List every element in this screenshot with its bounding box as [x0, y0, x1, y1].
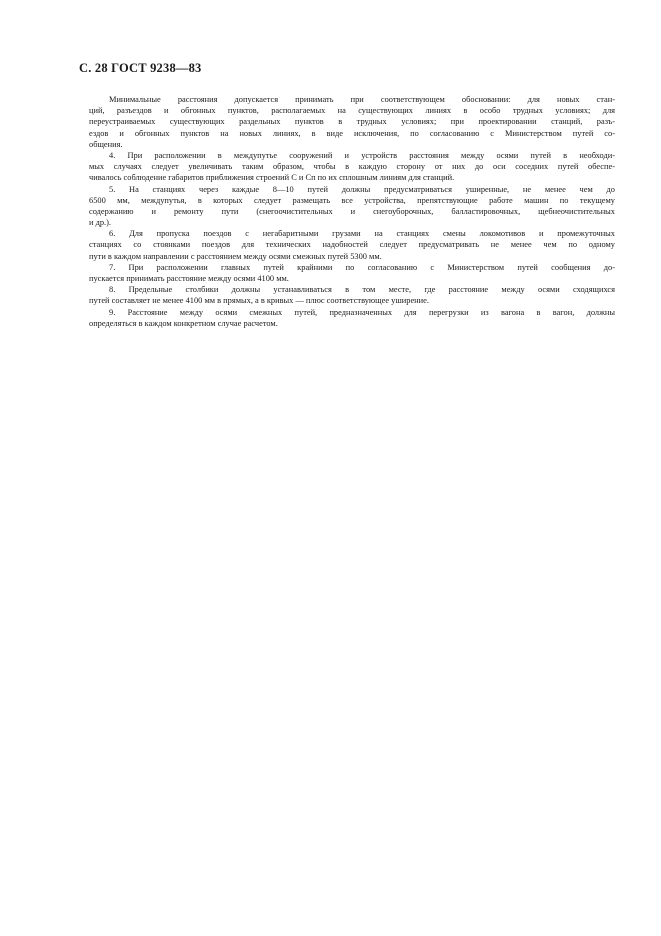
text-line: 4. При расположении в междупутье сооружений и устройств расстояния между осями путей в необходи-: [109, 150, 615, 160]
text-line: Минимальные расстояния допускается принимать при соответствующем обосновании: для новых стан-: [109, 95, 615, 104]
paragraph-minimal-distances: [89, 94, 615, 150]
text-line: переустраиваемых существующих раздельных пунктов в трудных условиях; при проектировании станций, разъ-: [89, 117, 615, 127]
text-line: ездов и обгонных пунктов на новых линиях, в виде исключения, по согласованию с Министерством путей со-: [89, 128, 615, 138]
paragraph-7: [89, 262, 615, 284]
text-line: 8. Предельные столбики должны устанавливаться в том месте, где расстояние между осями сходящихся: [109, 285, 615, 295]
text-line: содержанию и ремонту пути (снегоочистительных и снегоуборочных, балластировочных, щебнеочистительных: [89, 206, 615, 216]
text-line: определяться в каждом конкретном случае расчетом.: [89, 318, 278, 328]
text-line: мых случаях следует увеличивать таким образом, чтобы в каждую сторону от них до оси соседних путей обеспе-: [89, 162, 615, 172]
paragraph-9: [89, 307, 615, 329]
text-line: ций, разъездов и обгонных пунктов, располагаемых на существующих линиях в особо трудных условиях; для: [89, 106, 615, 116]
text-line: 7. При расположении главных путей крайними по согласованию с Министерством путей сообщения до-: [109, 262, 615, 272]
text-line: путей составляет не менее 4100 мм в прямых, а в кривых — плюс соответствующее уширение.: [89, 296, 429, 306]
page-header: С. 28 ГОСТ 9238—83: [79, 61, 202, 75]
paragraph-4: [89, 150, 615, 184]
paragraph-6: [89, 228, 615, 262]
text-line: и др.).: [89, 218, 112, 228]
text-line: пускается принимать расстояние между осями 4100 мм.: [89, 274, 289, 283]
body-text: [89, 94, 615, 329]
paragraph-5: [89, 184, 615, 229]
text-line: 5. На станциях через каждые 8—10 путей должны предусматриваться уширенные, не менее чем до: [109, 184, 615, 194]
text-line: чивалось соблюдение габаритов приближения строений С и Сп по их сплошным линиям для станций.: [89, 173, 455, 183]
text-line: общения.: [89, 139, 123, 149]
paragraph-8: [89, 284, 615, 306]
text-line: 6500 мм, междупутья, в которых следует размещать все устройства, препятствующие работе машин по текущему: [89, 195, 615, 205]
text-line: 6. Для пропуска поездов с негабаритными грузами на станциях смены локомотивов и промежуточных: [109, 229, 615, 239]
text-line: пути в каждом направлении с расстоянием между осями смежных путей 5300 мм.: [89, 251, 382, 261]
text-line: станциях со стоянками поездов для технических надобностей следует предусматривать не менее чем по одному: [89, 240, 615, 250]
text-line: 9. Расстояние между осями смежных путей, предназначенных для перегрузки из вагона в вагон, должны: [109, 307, 615, 317]
